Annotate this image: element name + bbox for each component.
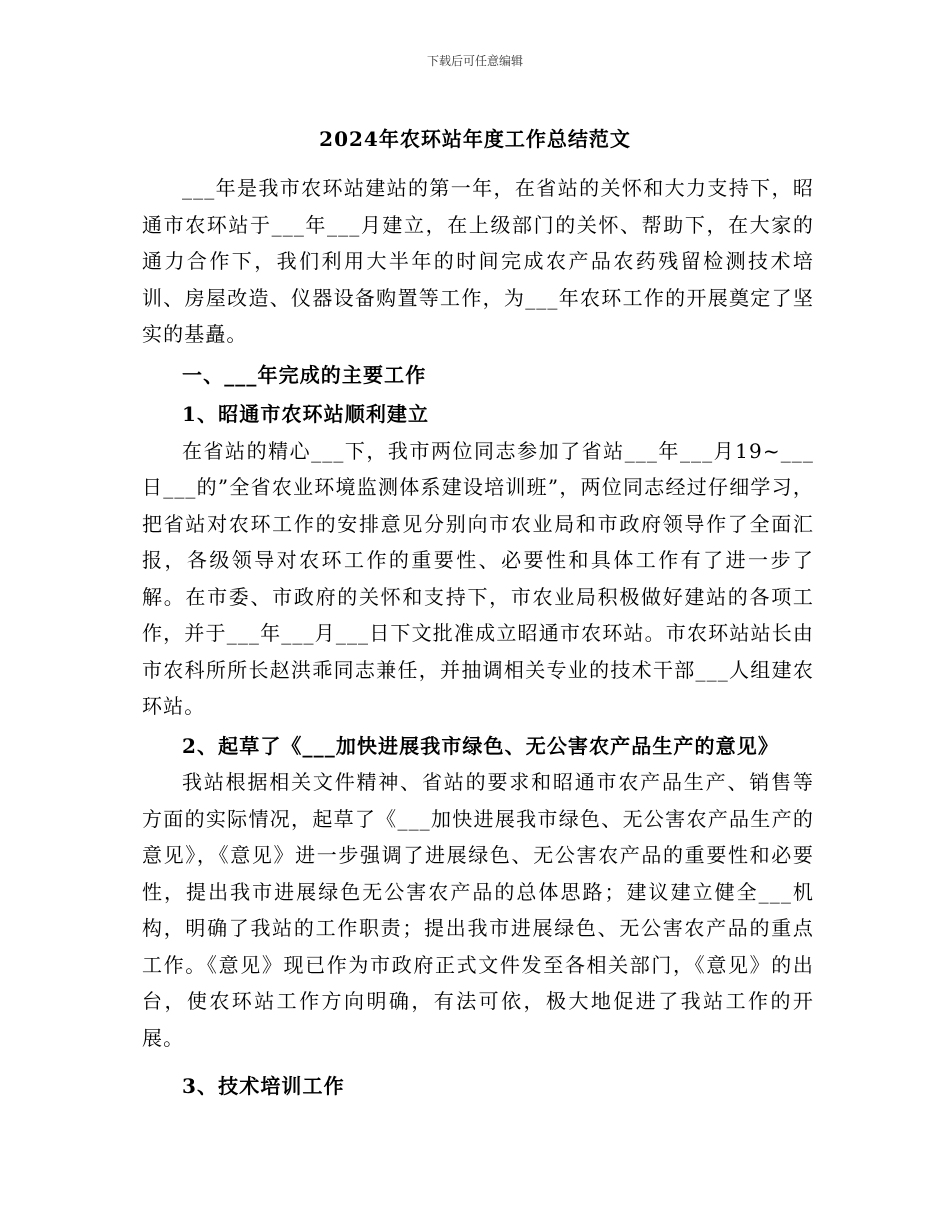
- header-note: 下载后可任意编辑: [426, 54, 523, 68]
- subheading-station-established: 1、昭通市农环站顺利建立: [182, 402, 430, 426]
- paragraph-station-established: 在省站的精心___下，我市两位同志参加了省站___年___月19~___日___的”全省农业环境监测体系建设培训班”，两位同志经过仔细学习，把省站对农环工作的安排意见分别向市农业局和市政府领导作了全面汇报，各级领导对农环工作的重要性、必要性和具体工作有了进一步了解。在市委、市政府的关怀和支持下，市农业局积极做好建站的各项工作，并于___年___月___日下文批准成立昭通市农环站。市农环站站长由市农科所所长赵洪乖同志兼任，并抽调相关专业的技术干部___人组建农环站。: [142, 438, 814, 718]
- subheading-technical-training: 3、技术培训工作: [182, 1074, 345, 1098]
- page-title: 2024年农环站年度工作总结范文: [319, 127, 631, 151]
- document-body: [142, 170, 814, 1105]
- subheading-draft-opinion: 2、起草了《___加快进展我市绿色、无公害农产品生产的意见》: [182, 733, 779, 758]
- intro-paragraph: ___年是我市农环站建站的第一年，在省站的关怀和大力支持下，昭通市农环站于___年___月建立，在上级部门的关怀、帮助下，在大家的通力合作下，我们利用大半年的时间完成农产品农药残留检测技术培训、房屋改造、仪器设备购置等工作，为___年农环工作的开展奠定了坚实的基矗。: [142, 176, 814, 346]
- paragraph-draft-opinion: 我站根据相关文件精神、省站的要求和昭通市农产品生产、销售等方面的实际情况，起草了《___加快进展我市绿色、无公害农产品生产的意见》，《意见》进一步强调了进展绿色、无公害农产品的重要性和必要性，提出我市进展绿色无公害农产品的总体思路；建议建立健全___机构，明确了我站的工作职责；提出我市进展绿色、无公害农产品的重点工作。《意见》现已作为市政府正式文件发至各相关部门，《意见》的出台，使农环站工作方向明确，有法可依，极大地促进了我站工作的开展。: [142, 770, 814, 1050]
- section-heading-main-work: 一、___年完成的主要工作: [182, 362, 427, 387]
